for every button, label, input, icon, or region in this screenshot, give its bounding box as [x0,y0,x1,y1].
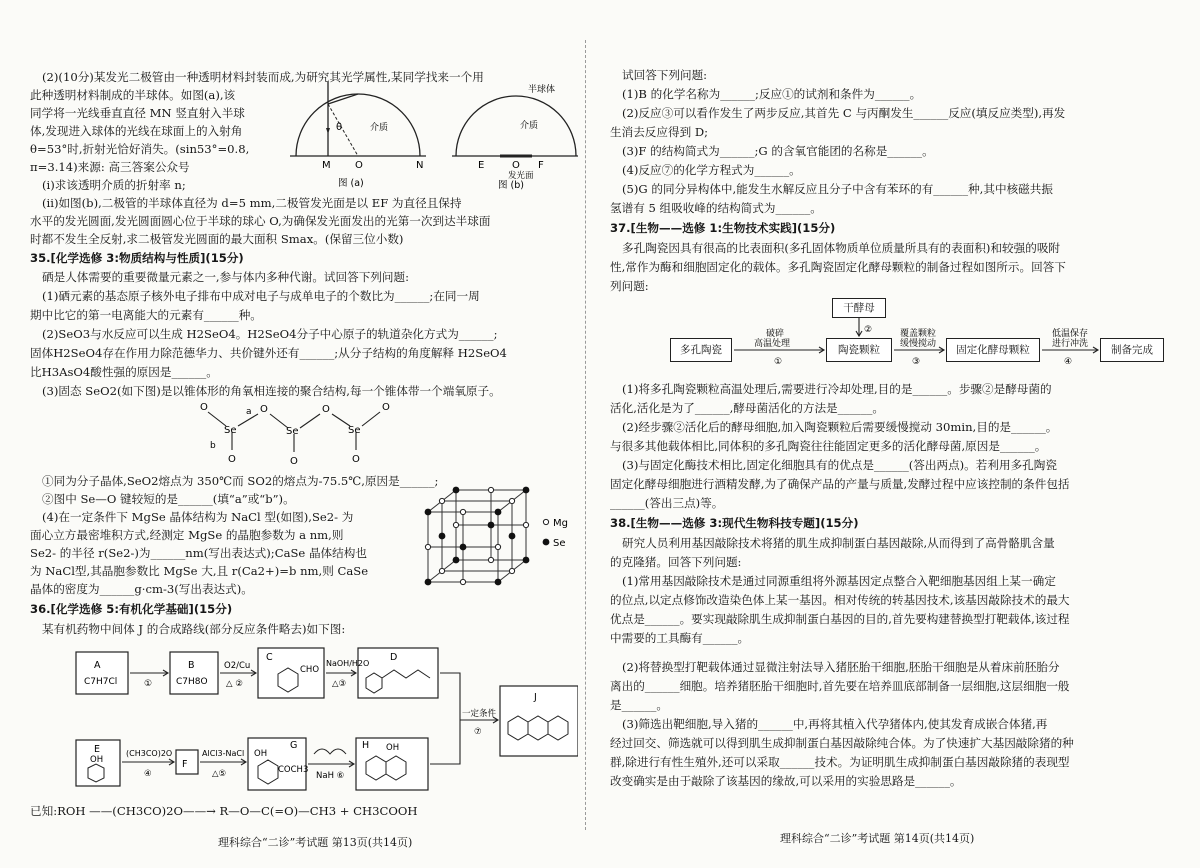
line: 的克隆猪。回答下列问题: [610,555,742,569]
compound-D-label: D [390,652,398,663]
svg-text:O2/Cu: O2/Cu [224,661,251,671]
line: ______(答出三点)等。 [610,496,724,510]
line: (1)硒元素的基态原子核外电子排布中成对电子与成单电子的个数比为______;在同一周 [42,289,480,303]
svg-text:O: O [200,402,208,413]
yeast-flow-diagram [670,298,1170,376]
line: ①同为分子晶体,SeO2熔点为 350℃而 SO2的熔点为-75.5℃,原因是______; [42,474,439,488]
line: 离出的______细胞。培养猪胚胎干细胞时,首先要在培养皿底部制备一层细胞,这层细胞一般 [610,679,1070,693]
compound-J-label: J [534,692,537,703]
figure-b [452,83,578,191]
svg-text:O: O [290,456,298,467]
svg-text:E: E [94,744,101,755]
hemisphere-figures [288,82,578,192]
compound-F-label: F [182,759,188,770]
label-hemisphere: 半球体 [528,85,556,95]
compound-A-label: A [94,660,101,671]
line: (ii)如图(b),二极管的半球体直径为 d=5 mm,二极管发光面是以 EF 为直径且保持 [42,196,462,210]
line: 面心立方最密堆积方式,经测定 MgSe 的晶胞参数为 a nm,则 [30,528,344,542]
page-footer-right: 理科综合“二诊”考试题 第14页(共14页) [780,832,975,845]
line: 体,发现进入球体的光线在球面上的入射角 [30,124,243,138]
line: 试回答下列问题: [622,68,708,82]
line: (3)固态 SeO2(如下图)是以锥体形的角氧相连接的聚合结构,每一个锥体带一个端氧原子。 [42,384,501,398]
line: (2)(10分)某发光二极管由一种透明材料封装而成,为研究其光学属性,某同学找来一个用 [42,70,484,84]
section-35-heading: 35.[化学选修 3:物质结构与性质](15分) [30,251,244,265]
section-36-heading: 36.[化学选修 5:有机化学基础](15分) [30,602,233,616]
svg-text:NaH ⑥: NaH ⑥ [316,771,345,781]
label-medium: 介质 [370,123,389,133]
line: (4)在一定条件下 MgSe 晶体结构为 NaCl 型(如图),Se2- 为 [42,510,354,524]
label-O-b: O [512,160,520,171]
line: 为 NaCl型,其晶胞参数比 MgSe 大,且 r(Ca2+)=b nm,则 CaSe [30,564,369,578]
svg-text:△ ②: △ ② [226,679,243,689]
known-reaction-note: 已知:ROH ——(CH3CO)2O——→ R—O—C(=O)—CH3 + CH3COOH [30,804,418,818]
svg-text:OH: OH [254,749,268,759]
legend-se: Se [553,538,566,549]
line: ②图中 Se—O 键较短的是______(填“a”或“b”)。 [42,492,295,506]
line: (1)B 的化学名称为______;反应①的试剂和条件为______。 [622,87,922,101]
line: 经过回交、筛选就可以得到肌生成抑制蛋白基因敲除纯合体。为了快速扩大基因敲除猪的种 [610,736,1074,750]
svg-text:H: H [362,740,370,751]
page-footer-left: 理科综合“二诊”考试题 第13页(共14页) [218,836,413,849]
svg-text:高温处理: 高温处理 [754,339,791,349]
label-N: N [416,160,424,171]
svg-text:O: O [382,402,390,413]
line: (3)筛选出靶细胞,导入猪的______中,再将其植入代孕猪体内,使其发育成嵌合体猪,再 [622,717,1048,731]
fig-b-caption: 图 (b) [498,180,524,191]
line: 活化,活化是为了______,酵母菌活化的方法是______。 [610,401,885,415]
line: (2)SeO3与水反应可以生成 H2SeO4。H2SeO4分子中心原子的轨道杂化方式为______; [42,327,498,341]
line: 固定化酵母细胞进行酒精发酵,为了确保产品的产量与质量,发酵过程中应该控制的条件包括 [610,477,1070,491]
flow-box-dry-yeast: 干酵母 [832,298,886,318]
label-O: O [355,160,363,171]
svg-text:O: O [322,404,330,415]
fig-a-caption: 图 (a) [338,178,364,189]
center-fold-divider [585,40,586,830]
svg-text:④: ④ [144,769,152,779]
line: 硒是人体需要的重要微量元素之一,参与体内多种代谢。试回答下列问题: [42,270,410,284]
line: (2)将替换型打靶载体通过显微注射法导入猪胚胎干细胞,胚胎干细胞是从着床前胚胎分 [622,660,1060,674]
svg-text:覆盖颗粒: 覆盖颗粒 [900,329,937,339]
svg-text:AlCl3-NaCl: AlCl3-NaCl [202,749,245,758]
line: 水平的发光圆面,发光圆面圆心位于半球的球心 O,为确保发光面发出的光第一次到达半球面 [30,214,491,228]
line: 多孔陶瓷因具有很高的比表面积(多孔固体物质单位质量所具有的表面积)和较强的吸附 [622,241,1061,255]
label-theta: θ [336,122,343,133]
svg-text:①: ① [774,357,783,367]
line: 改变确实是由于敲除了该基因的缘故,可以采用的实验思路是______。 [610,774,962,788]
svg-text:破碎: 破碎 [766,329,785,339]
line: 群,除进行有性生殖外,还可以采取______技术。为证明肌生成抑制蛋白基因敲除猪的表现型 [610,755,1070,769]
line: 优点是______。要实现敲除肌生成抑制蛋白基因的目的,首先要构建替换型打靶载体,该过程 [610,612,1070,626]
svg-text:OH: OH [386,743,400,753]
line: 期中比它的第一电离能大的元素有______种。 [30,308,262,322]
svg-text:Se: Se [224,425,237,436]
svg-text:(CH3CO)2O: (CH3CO)2O [126,749,173,758]
line: π=3.14)来源: 高三答案公众号 [30,160,190,174]
compound-A-formula: C7H7Cl [84,677,118,687]
line: Se2- 的半径 r(Se2-)为______nm(写出表达式);CaSe 晶体结构也 [30,546,367,560]
line: (i)求该透明介质的折射率 n; [42,178,186,192]
right-page [610,0,1175,868]
label-E: E [478,160,485,171]
line: 此种透明材料制成的半球体。如图(a),该 [30,88,236,102]
svg-text:①: ① [144,679,153,689]
line: (1)常用基因敲除技术是通过同源重组将外源基因定点整合入靶细胞基因组上某一确定 [622,574,1056,588]
mgse-crystal-cell-figure [420,482,570,594]
label-F: F [538,160,544,171]
svg-text:O: O [228,454,236,465]
svg-text:G: G [290,740,298,751]
line: 晶体的密度为______g·cm-3(写出表达式)。 [30,582,253,596]
line: 是______。 [610,698,668,712]
line: 性,常作为酶和细胞固定化的载体。多孔陶瓷固定化酵母颗粒的制备过程如图所示。回答下 [610,260,1066,274]
svg-text:a: a [246,407,252,417]
svg-text:CHO: CHO [300,665,320,675]
line: (3)与固定化酶技术相比,固定化细胞具有的优点是______(答出两点)。若利用多孔陶瓷 [622,458,1057,472]
line: 同学将一光线垂直直径 MN 竖直射入半球 [30,106,245,120]
line: (1)将多孔陶瓷颗粒高温处理后,需要进行冷却处理,目的是______。步骤②是酵母菌的 [622,382,1052,396]
line: 生消去反应得到 D; [610,125,709,139]
svg-text:低温保存: 低温保存 [1052,329,1089,339]
section-37-heading: 37.[生物——选修 1:生物技术实践](15分) [610,221,836,235]
svg-text:b: b [210,441,216,451]
line: 比H3AsO4酸性强的原因是______。 [30,365,218,379]
figure-a [290,82,426,189]
line: θ=53°时,折射光恰好消失。(sin53°=0.8, [30,142,250,156]
legend-mg: Mg [553,518,568,529]
synthesis-scheme [68,646,578,798]
line: 某有机药物中间体 J 的合成路线(部分反应条件略去)如下图: [42,622,346,636]
line: 氢谱有 5 组吸收峰的结构简式为______。 [610,201,822,215]
section-38-heading: 38.[生物——选修 3:现代生物科技专题](15分) [610,516,859,530]
left-page [30,0,575,868]
svg-text:④: ④ [1064,357,1073,367]
line: 列问题: [610,279,649,293]
svg-text:②: ② [864,325,873,335]
line: (4)反应⑦的化学方程式为______。 [622,163,801,177]
line: 固体H2SeO4存在作用力除范德华力、共价键外还有______;从分子结构的角度解释 H2SeO4 [30,346,507,360]
svg-text:Se: Se [286,426,299,437]
svg-text:⑦: ⑦ [474,727,482,737]
line: 中需要的工具酶有______。 [610,631,750,645]
line: 的位点,以定点修饰改造染色体上某一基因。相对传统的转基因技术,该基因敲除技术的最大 [610,593,1070,607]
svg-text:△⑤: △⑤ [212,769,227,779]
seo2-chain-figure [190,400,420,468]
line: (5)G 的同分异构体中,能发生水解反应且分子中含有苯环的有______种,其中核磁共振 [622,182,1053,196]
flow-box-immobilized-yeast: 固定化酵母颗粒 [946,338,1040,362]
flow-box-done: 制备完成 [1100,338,1164,362]
svg-text:C: C [266,652,273,663]
svg-text:缓慢搅动: 缓慢搅动 [900,339,937,349]
label-M: M [322,160,331,171]
compound-B-label: B [188,660,195,671]
flow-box-ceramic-granules: 陶瓷颗粒 [826,338,892,362]
svg-text:一定条件: 一定条件 [462,709,497,719]
line: (3)F 的结构简式为______;G 的含氧官能团的名称是______。 [622,144,934,158]
line: 时都不发生全反射,求二极管发光圆面的最大面积 Smax。(保留三位小数) [30,232,404,246]
svg-text:△③: △③ [332,679,347,689]
svg-text:O: O [352,454,360,465]
svg-text:OH: OH [90,755,104,765]
label-emitting-surface: 发光面 [508,171,534,181]
flow-box-porous-ceramic: 多孔陶瓷 [670,338,732,362]
svg-text:O: O [260,404,268,415]
line: 研究人员利用基因敲除技术将猪的肌生成抑制蛋白基因敲除,从而得到了高骨骼肌含量 [622,536,1055,550]
compound-B-formula: C7H8O [176,677,208,687]
svg-text:NaOH/H2O: NaOH/H2O [326,659,370,668]
line: (2)经步骤②活化后的酵母细胞,加入陶瓷颗粒后需要缓慢搅动 30min,目的是______。 [622,420,1058,434]
line: 与很多其他载体相比,同体积的多孔陶瓷往往能固定更多的活化酵母菌,原因是______。 [610,439,1047,453]
svg-text:进行冲洗: 进行冲洗 [1052,339,1089,349]
line: (2)反应③可以看作发生了两步反应,其首先 C 与丙酮发生______反应(填反应类型),再发 [622,106,1066,120]
svg-text:③: ③ [912,357,921,367]
svg-text:Se: Se [348,425,361,436]
svg-text:COCH3: COCH3 [278,765,309,775]
label-medium-b: 介质 [520,121,539,131]
